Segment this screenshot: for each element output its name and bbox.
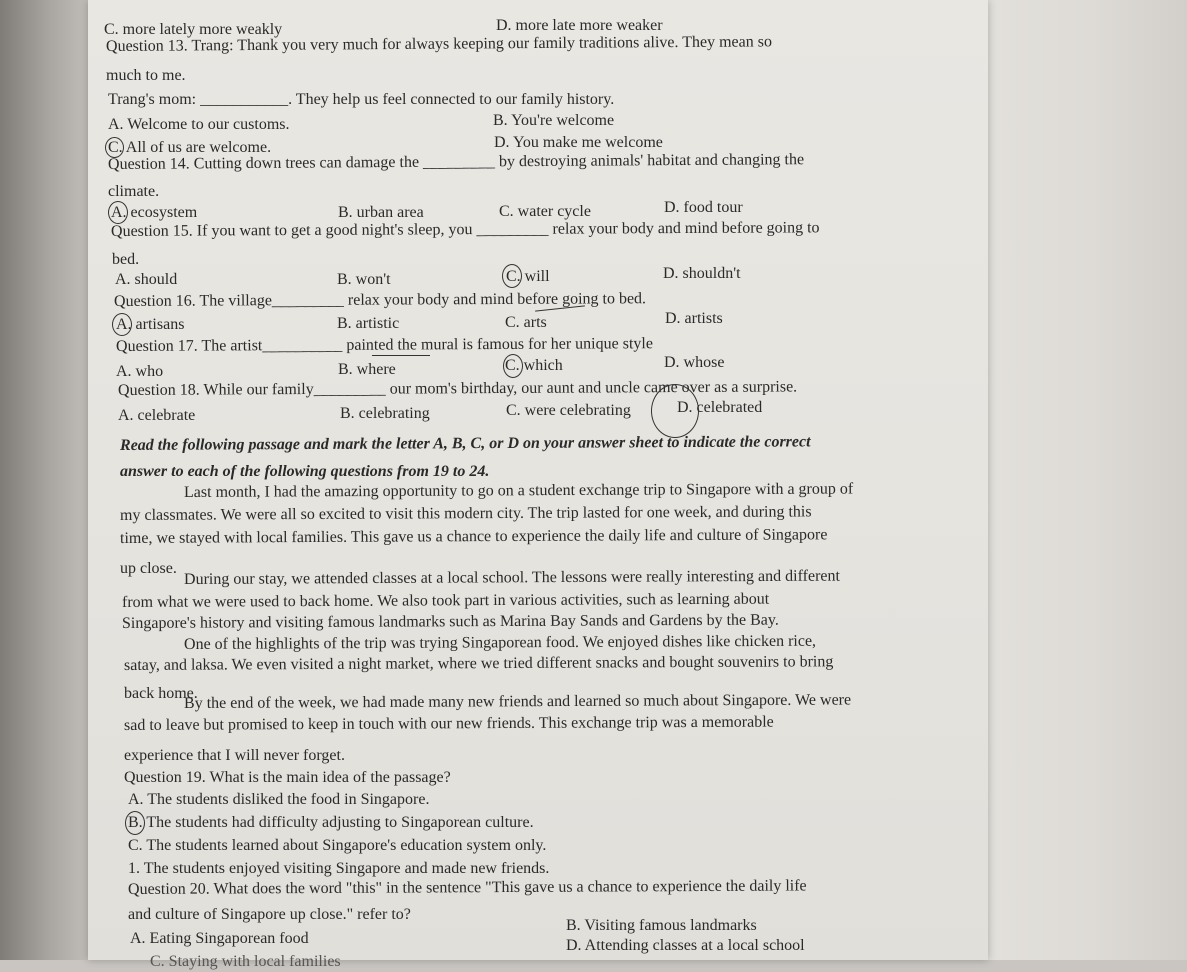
q15-option-d: D. shouldn't <box>663 265 741 282</box>
question-20-cont: and culture of Singapore up close." refer to? <box>128 906 411 923</box>
q14-option-b: B. urban area <box>338 204 424 221</box>
q13-option-c: C. All of us are welcome. <box>108 139 272 156</box>
passage-line: up close. <box>120 560 177 577</box>
question-15: Question 15. If you want to get a good night's sleep, you _________ relax your body and mind before going to <box>110 219 820 240</box>
passage-line: sad to leave but promised to keep in touch with our new friends. This exchange trip was a memorable <box>123 713 774 734</box>
question-13: Question 13. Trang: Thank you very much for always keeping our family traditions alive. They mean so <box>105 33 772 55</box>
passage-line: from what we were used to back home. We also took part in various activities, such as learning about <box>121 590 770 611</box>
question-20: Question 20. What does the word "this" in the sentence "This gave us a chance to experience the daily life <box>127 877 807 898</box>
question-18: Question 18. While our family_________ our mom's birthday, our aunt and uncle came over as a surprise. <box>117 378 798 399</box>
q19-option-a: A. The students disliked the food in Singapore. <box>128 791 430 808</box>
q18-option-a: A. celebrate <box>118 407 196 424</box>
q14-option-d: D. food tour <box>664 199 743 216</box>
q16-option-c: C. arts <box>505 314 547 331</box>
q18-option-c: C. were celebrating <box>506 402 631 419</box>
q14-option-a: A. ecosystem <box>111 204 198 221</box>
q15-option-b: B. won't <box>337 271 391 288</box>
question-13-prompt: Trang's mom: ___________. They help us feel connected to our family history. <box>108 91 615 108</box>
passage-line: Last month, I had the amazing opportunity to go on a student exchange trip to Singapore with a group of <box>183 480 854 501</box>
q15-option-c: C. will <box>506 268 550 285</box>
question-16: Question 16. The village_________ relax your body and mind before going to bed. <box>113 290 647 310</box>
q17-option-c: C. which <box>505 357 563 374</box>
q19-option-b: B. The students had difficulty adjusting to Singaporean culture. <box>128 814 534 831</box>
passage-line: One of the highlights of the trip was trying Singaporean food. We enjoyed dishes like chicken rice, <box>183 632 817 653</box>
q17-option-d: D. whose <box>664 354 725 371</box>
passage-line: experience that I will never forget. <box>124 747 345 764</box>
q16-option-b: B. artistic <box>337 315 400 332</box>
q16-option-d: D. artists <box>665 310 723 327</box>
q12-option-c: C. more lately more weakly <box>104 21 283 38</box>
question-17: Question 17. The artist__________ painted the mural is famous for her unique style <box>115 335 653 355</box>
passage-line: time, we stayed with local families. This gave us a chance to experience the daily life and culture of Singapore <box>119 526 828 547</box>
q17-option-b: B. where <box>338 361 396 378</box>
question-14: Question 14. Cutting down trees can damage the _________ by destroying animals' habitat and changing the <box>107 151 805 173</box>
question-13-cont: much to me. <box>106 67 186 84</box>
question-15-cont: bed. <box>112 251 140 268</box>
passage-line: my classmates. We were all so excited to visit this modern city. The trip lasted for one week, and during this <box>119 503 812 524</box>
q14-option-c: C. water cycle <box>499 203 591 220</box>
passage-line: satay, and laksa. We even visited a night market, where we tried different snacks and bought souvenirs to bring <box>123 653 834 674</box>
passage-line: Singapore's history and visiting famous landmarks such as Marina Bay Sands and Gardens by the Bay. <box>121 611 779 632</box>
passage-line: By the end of the week, we had made many new friends and learned so much about Singapore. We were <box>183 691 852 712</box>
instructions-cont: answer to each of the following questions from 19 to 24. <box>120 463 490 480</box>
q20-option-d: D. Attending classes at a local school <box>566 937 805 954</box>
q20-option-b: B. Visiting famous landmarks <box>566 917 757 934</box>
passage-line: During our stay, we attended classes at a local school. The lessons were really interesting and different <box>183 567 840 588</box>
q13-option-a: A. Welcome to our customs. <box>108 116 290 133</box>
q17-option-a: A. who <box>116 363 164 380</box>
q15-option-a: A. should <box>115 271 178 288</box>
q12-option-d: D. more late more weaker <box>496 17 663 34</box>
q13-option-d: D. You make me welcome <box>494 134 663 151</box>
q13-option-b: B. You're welcome <box>493 112 615 129</box>
passage-line: back home. <box>124 685 198 702</box>
q20-option-a: A. Eating Singaporean food <box>130 930 309 947</box>
instructions: Read the following passage and mark the letter A, B, C, or D on your answer sheet to indicate the correct <box>119 433 811 454</box>
q19-option-d: 1. The students enjoyed visiting Singapore and made new friends. <box>128 860 550 877</box>
q16-option-a: A. artisans <box>116 316 185 333</box>
question-19: Question 19. What is the main idea of the passage? <box>124 769 451 786</box>
q18-option-d: D. celebrated <box>677 399 763 416</box>
question-14-cont: climate. <box>108 183 160 200</box>
q19-option-c: C. The students learned about Singapore's education system only. <box>128 837 547 854</box>
q20-option-c: C. Staying with local families <box>150 953 341 970</box>
pen-underline <box>372 355 430 356</box>
q18-option-b: B. celebrating <box>340 405 430 422</box>
